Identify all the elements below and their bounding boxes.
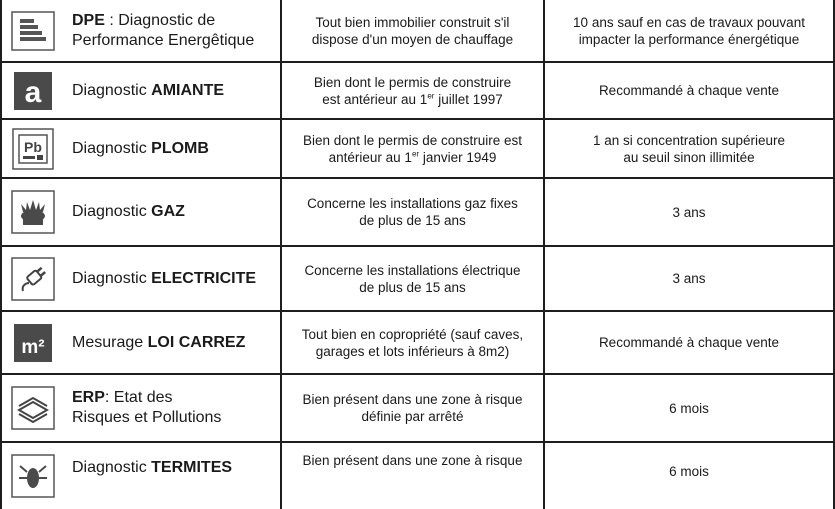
validite-cell: 3 ans [545, 179, 835, 245]
diagnostic-name: Diagnostic GAZ [72, 203, 185, 220]
electric-plug-icon [8, 257, 58, 301]
diagnostic-name-cell [2, 63, 282, 118]
table-row [0, 245, 835, 310]
table-row [0, 118, 835, 177]
table-row [0, 441, 835, 509]
svg-text:Pb: Pb [24, 138, 42, 155]
table-row [0, 61, 835, 118]
diagnostic-name: DPE : Diagnostic de Performance Energêtique [72, 11, 255, 49]
lead-pb-icon [8, 127, 58, 171]
diagnostic-name-cell [2, 375, 282, 441]
risk-layers-icon [8, 386, 58, 430]
diagnostic-name-cell [2, 179, 282, 245]
diagnostic-name-cell [2, 0, 282, 61]
diagnostic-name: Diagnostic ELECTRICITE [72, 269, 257, 287]
table-row [0, 373, 835, 441]
svg-text:m²: m² [21, 336, 45, 358]
diagnostic-name-cell [2, 247, 282, 310]
validite-cell: 3 ans [545, 247, 835, 310]
concerne-cell: Tout bien en copropriété (sauf caves, garages et lots inférieurs à 8m2) [282, 312, 545, 373]
diagnostic-name: Diagnostic PLOMB [72, 139, 209, 157]
concerne-cell: Concerne les installations électrique de plus de 15 ans [282, 247, 545, 310]
table-row [0, 0, 835, 61]
validite-cell: Recommandé à chaque vente [545, 312, 835, 373]
concerne-cell: Bien présent dans une zone à risque définie par arrêté [282, 375, 545, 441]
diagnostic-name-cell [2, 120, 282, 177]
termite-icon [8, 454, 58, 498]
diagnostic-name: Mesurage LOI CARREZ [72, 333, 246, 351]
diagnostic-name: Diagnostic AMIANTE [72, 81, 225, 99]
diagnostic-name: ERP: Etat des Risques et Pollutions [72, 389, 222, 426]
concerne-cell: Bien dont le permis de construire est antérieur au 1er juillet 1997 [282, 63, 545, 118]
asbestos-a-icon [8, 69, 58, 113]
concerne-cell: Tout bien immobilier construit s'il dispose d'un moyen de chauffage [282, 0, 545, 61]
table-row [0, 310, 835, 373]
validite-cell: 6 mois [545, 375, 835, 441]
concerne-cell: Concerne les installations gaz fixes de plus de 15 ans [282, 179, 545, 245]
diagnostic-name-cell [2, 312, 282, 373]
svg-text:a: a [24, 75, 42, 109]
validite-cell: 10 ans sauf en cas de travaux pouvant impacter la performance énergétique [545, 0, 835, 61]
validite-cell: 1 an si concentration supérieure au seuil sinon illimitée [545, 120, 835, 177]
validite-cell: Recommandé à chaque vente [545, 63, 835, 118]
square-meter-icon [8, 321, 58, 365]
diagnostic-name: Diagnostic TERMITES [72, 459, 233, 476]
gas-burner-icon [8, 190, 58, 234]
energy-label-icon [8, 9, 58, 53]
diagnostic-name-cell [2, 443, 282, 509]
validite-cell: 6 mois [545, 443, 835, 509]
table-row [0, 177, 835, 245]
concerne-cell: Bien présent dans une zone à risque [282, 443, 545, 509]
concerne-cell: Bien dont le permis de construire est antérieur au 1er janvier 1949 [282, 120, 545, 177]
